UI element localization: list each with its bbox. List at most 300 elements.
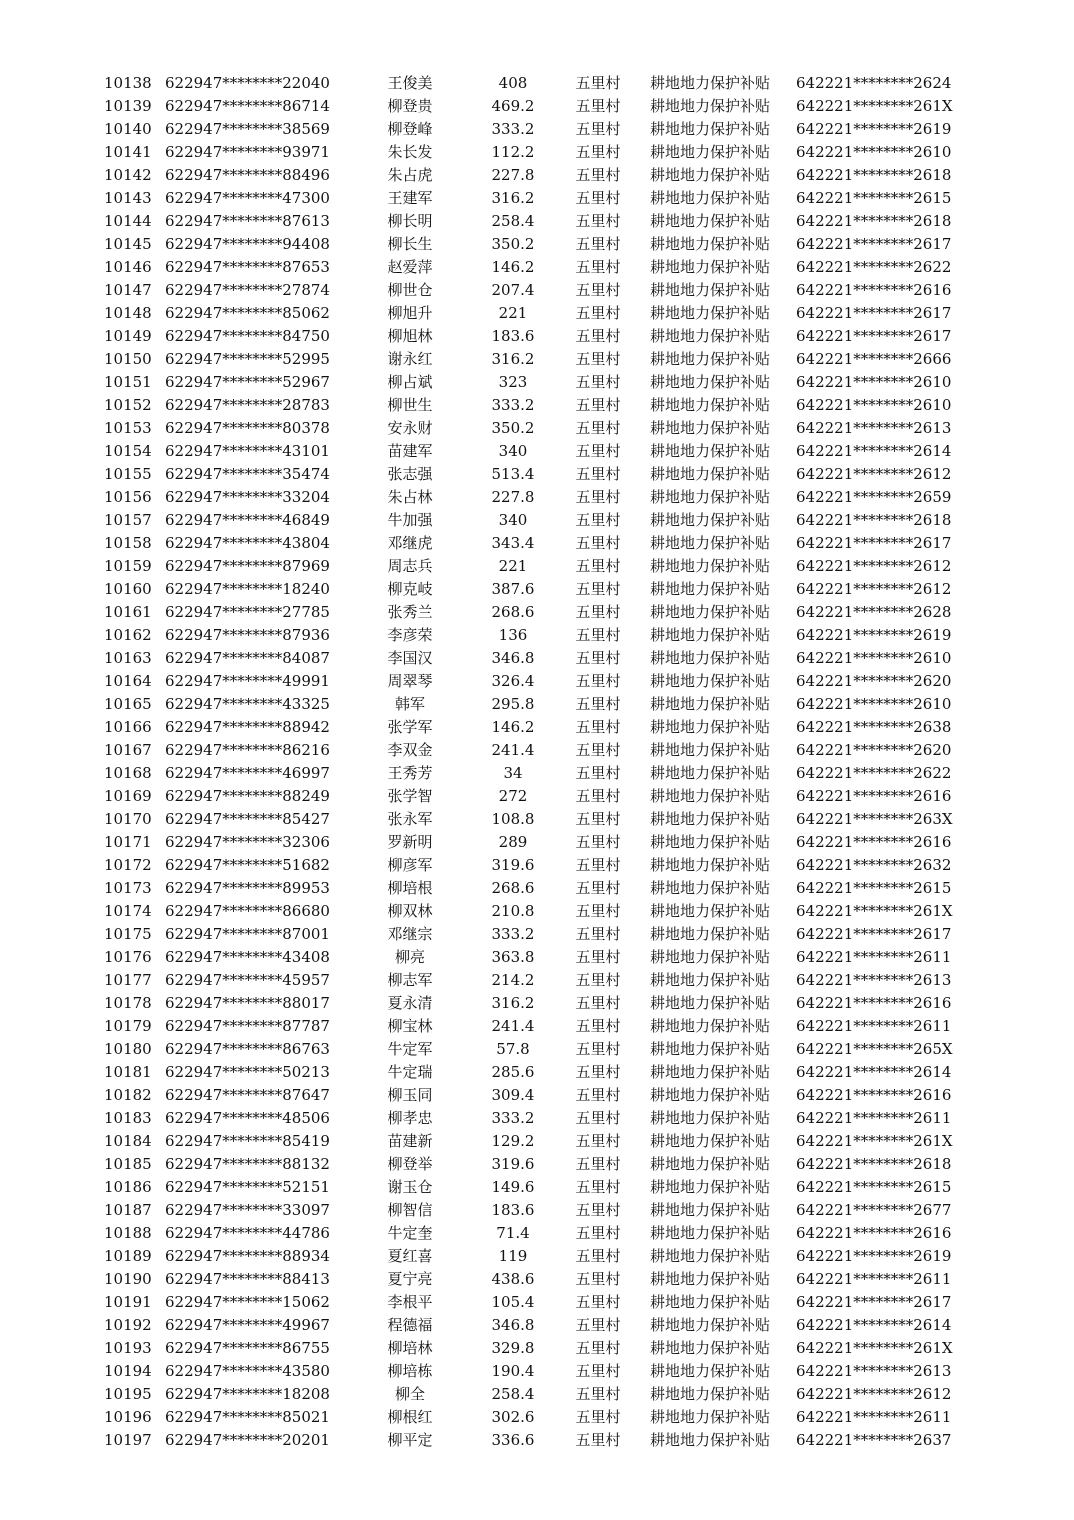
id-card-number: 642221********2666 — [796, 350, 952, 368]
row-number: 10170 — [104, 810, 152, 828]
subsidy-amount: 258.4 — [491, 212, 535, 230]
subsidy-table — [0, 72, 1074, 1452]
subsidy-type: 耕地地力保护补贴 — [649, 166, 770, 184]
id-card-number: 642221********2632 — [796, 856, 952, 874]
row-number: 10162 — [104, 626, 152, 644]
id-card-number: 642221********2611 — [796, 948, 952, 966]
bank-card-number: 622947********86680 — [165, 902, 330, 920]
subsidy-amount: 316.2 — [491, 350, 535, 368]
recipient-name: 周翠琴 — [387, 672, 433, 690]
table-row — [0, 946, 1074, 969]
subsidy-amount: 333.2 — [491, 120, 535, 138]
id-card-number: 642221********265X — [796, 1040, 953, 1058]
subsidy-type: 耕地地力保护补贴 — [649, 1063, 770, 1081]
id-card-number: 642221********2615 — [796, 1178, 952, 1196]
bank-card-number: 622947********87613 — [165, 212, 330, 230]
village-name: 五里村 — [575, 1224, 621, 1242]
village-name: 五里村 — [575, 1339, 621, 1357]
village-name: 五里村 — [575, 580, 621, 598]
recipient-name: 朱占林 — [387, 488, 433, 506]
id-card-number: 642221********2615 — [796, 189, 952, 207]
row-number: 10163 — [104, 649, 152, 667]
subsidy-amount: 346.8 — [491, 1316, 535, 1334]
bank-card-number: 622947********38569 — [165, 120, 330, 138]
id-card-number: 642221********2616 — [796, 833, 952, 851]
bank-card-number: 622947********52967 — [165, 373, 330, 391]
village-name: 五里村 — [575, 764, 621, 782]
bank-card-number: 622947********35474 — [165, 465, 330, 483]
bank-card-number: 622947********84087 — [165, 649, 330, 667]
row-number: 10177 — [104, 971, 152, 989]
subsidy-amount: 149.6 — [491, 1178, 535, 1196]
subsidy-amount: 227.8 — [491, 166, 535, 184]
subsidy-type: 耕地地力保护补贴 — [649, 879, 770, 897]
row-number: 10175 — [104, 925, 152, 943]
table-row — [0, 992, 1074, 1015]
bank-card-number: 622947********86216 — [165, 741, 330, 759]
subsidy-type: 耕地地力保护补贴 — [649, 1385, 770, 1403]
row-number: 10158 — [104, 534, 152, 552]
subsidy-amount: 469.2 — [491, 97, 535, 115]
table-row — [0, 578, 1074, 601]
subsidy-amount: 350.2 — [491, 419, 535, 437]
recipient-name: 王秀芳 — [387, 764, 433, 782]
subsidy-amount: 221 — [498, 304, 528, 322]
bank-card-number: 622947********49967 — [165, 1316, 330, 1334]
table-row — [0, 141, 1074, 164]
bank-card-number: 622947********86714 — [165, 97, 330, 115]
recipient-name: 柳长生 — [387, 235, 433, 253]
bank-card-number: 622947********88017 — [165, 994, 330, 1012]
subsidy-type: 耕地地力保护补贴 — [649, 833, 770, 851]
village-name: 五里村 — [575, 281, 621, 299]
bank-card-number: 622947********43325 — [165, 695, 330, 713]
table-row — [0, 923, 1074, 946]
subsidy-amount: 268.6 — [491, 879, 535, 897]
row-number: 10173 — [104, 879, 152, 897]
recipient-name: 朱占虎 — [387, 166, 433, 184]
recipient-name: 柳登贵 — [387, 97, 433, 115]
row-number: 10152 — [104, 396, 152, 414]
subsidy-amount: 333.2 — [491, 925, 535, 943]
row-number: 10184 — [104, 1132, 152, 1150]
bank-card-number: 622947********88934 — [165, 1247, 330, 1265]
bank-card-number: 622947********88132 — [165, 1155, 330, 1173]
row-number: 10138 — [104, 74, 152, 92]
bank-card-number: 622947********87969 — [165, 557, 330, 575]
recipient-name: 夏永清 — [387, 994, 433, 1012]
subsidy-type: 耕地地力保护补贴 — [649, 1362, 770, 1380]
village-name: 五里村 — [575, 1316, 621, 1334]
table-row — [0, 693, 1074, 716]
recipient-name: 张志强 — [387, 465, 433, 483]
subsidy-amount: 326.4 — [491, 672, 535, 690]
subsidy-amount: 438.6 — [491, 1270, 535, 1288]
bank-card-number: 622947********22040 — [165, 74, 330, 92]
subsidy-type: 耕地地力保护补贴 — [649, 856, 770, 874]
row-number: 10178 — [104, 994, 152, 1012]
village-name: 五里村 — [575, 1408, 621, 1426]
subsidy-amount: 146.2 — [491, 718, 535, 736]
subsidy-type: 耕地地力保护补贴 — [649, 787, 770, 805]
bank-card-number: 622947********18240 — [165, 580, 330, 598]
id-card-number: 642221********2617 — [796, 925, 952, 943]
subsidy-amount: 268.6 — [491, 603, 535, 621]
row-number: 10168 — [104, 764, 152, 782]
row-number: 10151 — [104, 373, 152, 391]
recipient-name: 柳孝忠 — [387, 1109, 433, 1127]
bank-card-number: 622947********27785 — [165, 603, 330, 621]
village-name: 五里村 — [575, 212, 621, 230]
table-row — [0, 233, 1074, 256]
bank-card-number: 622947********93971 — [165, 143, 330, 161]
row-number: 10145 — [104, 235, 152, 253]
village-name: 五里村 — [575, 1178, 621, 1196]
recipient-name: 牛定瑞 — [387, 1063, 433, 1081]
table-row — [0, 210, 1074, 233]
row-number: 10147 — [104, 281, 152, 299]
recipient-name: 李双金 — [387, 741, 433, 759]
table-row — [0, 1383, 1074, 1406]
row-number: 10161 — [104, 603, 152, 621]
village-name: 五里村 — [575, 1017, 621, 1035]
bank-card-number: 622947********88942 — [165, 718, 330, 736]
subsidy-type: 耕地地力保护补贴 — [649, 1316, 770, 1334]
subsidy-type: 耕地地力保护补贴 — [649, 97, 770, 115]
subsidy-type: 耕地地力保护补贴 — [649, 120, 770, 138]
table-row — [0, 670, 1074, 693]
subsidy-type: 耕地地力保护补贴 — [649, 1178, 770, 1196]
table-row — [0, 1268, 1074, 1291]
table-row — [0, 509, 1074, 532]
subsidy-amount: 302.6 — [491, 1408, 535, 1426]
recipient-name: 柳智信 — [387, 1201, 433, 1219]
village-name: 五里村 — [575, 971, 621, 989]
subsidy-type: 耕地地力保护补贴 — [649, 1132, 770, 1150]
village-name: 五里村 — [575, 304, 621, 322]
village-name: 五里村 — [575, 672, 621, 690]
bank-card-number: 622947********87647 — [165, 1086, 330, 1104]
table-row — [0, 1199, 1074, 1222]
recipient-name: 谢玉仓 — [387, 1178, 433, 1196]
id-card-number: 642221********2616 — [796, 1224, 952, 1242]
subsidy-amount: 343.4 — [491, 534, 535, 552]
subsidy-amount: 309.4 — [491, 1086, 535, 1104]
bank-card-number: 622947********85427 — [165, 810, 330, 828]
village-name: 五里村 — [575, 948, 621, 966]
row-number: 10191 — [104, 1293, 152, 1311]
subsidy-amount: 333.2 — [491, 396, 535, 414]
row-number: 10183 — [104, 1109, 152, 1127]
subsidy-amount: 129.2 — [491, 1132, 535, 1150]
subsidy-amount: 329.8 — [491, 1339, 535, 1357]
village-name: 五里村 — [575, 695, 621, 713]
recipient-name: 柳世生 — [387, 396, 433, 414]
id-card-number: 642221********2611 — [796, 1408, 952, 1426]
table-row — [0, 279, 1074, 302]
bank-card-number: 622947********44786 — [165, 1224, 330, 1242]
village-name: 五里村 — [575, 97, 621, 115]
village-name: 五里村 — [575, 189, 621, 207]
recipient-name: 柳世仓 — [387, 281, 433, 299]
village-name: 五里村 — [575, 74, 621, 92]
recipient-name: 柳占斌 — [387, 373, 433, 391]
recipient-name: 牛定奎 — [387, 1224, 433, 1242]
table-row — [0, 1245, 1074, 1268]
subsidy-type: 耕地地力保护补贴 — [649, 1017, 770, 1035]
table-row — [0, 647, 1074, 670]
subsidy-type: 耕地地力保护补贴 — [649, 557, 770, 575]
village-name: 五里村 — [575, 1270, 621, 1288]
subsidy-amount: 272 — [498, 787, 528, 805]
id-card-number: 642221********2617 — [796, 235, 952, 253]
subsidy-amount: 289 — [498, 833, 528, 851]
table-row — [0, 1360, 1074, 1383]
table-row — [0, 555, 1074, 578]
row-number: 10164 — [104, 672, 152, 690]
table-row — [0, 532, 1074, 555]
id-card-number: 642221********2610 — [796, 649, 952, 667]
subsidy-amount: 319.6 — [491, 1155, 535, 1173]
table-row — [0, 1429, 1074, 1452]
id-card-number: 642221********2611 — [796, 1109, 952, 1127]
table-row — [0, 348, 1074, 371]
village-name: 五里村 — [575, 557, 621, 575]
subsidy-amount: 71.4 — [496, 1224, 530, 1242]
bank-card-number: 622947********47300 — [165, 189, 330, 207]
id-card-number: 642221********2617 — [796, 534, 952, 552]
subsidy-amount: 183.6 — [491, 1201, 535, 1219]
bank-card-number: 622947********80378 — [165, 419, 330, 437]
id-card-number: 642221********2617 — [796, 327, 952, 345]
id-card-number: 642221********2616 — [796, 994, 952, 1012]
subsidy-type: 耕地地力保护补贴 — [649, 1293, 770, 1311]
bank-card-number: 622947********48506 — [165, 1109, 330, 1127]
table-row — [0, 1176, 1074, 1199]
recipient-name: 柳彦军 — [387, 856, 433, 874]
row-number: 10187 — [104, 1201, 152, 1219]
row-number: 10181 — [104, 1063, 152, 1081]
recipient-name: 韩军 — [394, 695, 425, 713]
table-row — [0, 900, 1074, 923]
village-name: 五里村 — [575, 1132, 621, 1150]
id-card-number: 642221********2622 — [796, 258, 952, 276]
subsidy-type: 耕地地力保护补贴 — [649, 948, 770, 966]
recipient-name: 张秀兰 — [387, 603, 433, 621]
village-name: 五里村 — [575, 925, 621, 943]
subsidy-type: 耕地地力保护补贴 — [649, 373, 770, 391]
bank-card-number: 622947********85062 — [165, 304, 330, 322]
id-card-number: 642221********2614 — [796, 1316, 952, 1334]
subsidy-type: 耕地地力保护补贴 — [649, 212, 770, 230]
table-row — [0, 1130, 1074, 1153]
bank-card-number: 622947********52151 — [165, 1178, 330, 1196]
subsidy-type: 耕地地力保护补贴 — [649, 1155, 770, 1173]
village-name: 五里村 — [575, 626, 621, 644]
row-number: 10146 — [104, 258, 152, 276]
recipient-name: 夏宁亮 — [387, 1270, 433, 1288]
village-name: 五里村 — [575, 488, 621, 506]
village-name: 五里村 — [575, 235, 621, 253]
id-card-number: 642221********2624 — [796, 74, 952, 92]
village-name: 五里村 — [575, 1063, 621, 1081]
id-card-number: 642221********2614 — [796, 442, 952, 460]
id-card-number: 642221********2612 — [796, 580, 952, 598]
subsidy-type: 耕地地力保护补贴 — [649, 258, 770, 276]
id-card-number: 642221********2614 — [796, 1063, 952, 1081]
bank-card-number: 622947********88413 — [165, 1270, 330, 1288]
subsidy-type: 耕地地力保护补贴 — [649, 718, 770, 736]
subsidy-type: 耕地地力保护补贴 — [649, 465, 770, 483]
table-row — [0, 854, 1074, 877]
table-row — [0, 1038, 1074, 1061]
subsidy-type: 耕地地力保护补贴 — [649, 971, 770, 989]
table-row — [0, 1406, 1074, 1429]
subsidy-type: 耕地地力保护补贴 — [649, 534, 770, 552]
subsidy-amount: 323 — [498, 373, 528, 391]
village-name: 五里村 — [575, 856, 621, 874]
village-name: 五里村 — [575, 1086, 621, 1104]
row-number: 10140 — [104, 120, 152, 138]
subsidy-type: 耕地地力保护补贴 — [649, 810, 770, 828]
row-number: 10188 — [104, 1224, 152, 1242]
bank-card-number: 622947********52995 — [165, 350, 330, 368]
id-card-number: 642221********2618 — [796, 166, 952, 184]
id-card-number: 642221********2618 — [796, 212, 952, 230]
table-row — [0, 1314, 1074, 1337]
table-row — [0, 831, 1074, 854]
village-name: 五里村 — [575, 120, 621, 138]
id-card-number: 642221********2677 — [796, 1201, 952, 1219]
village-name: 五里村 — [575, 879, 621, 897]
row-number: 10143 — [104, 189, 152, 207]
bank-card-number: 622947********45957 — [165, 971, 330, 989]
subsidy-type: 耕地地力保护补贴 — [649, 74, 770, 92]
row-number: 10174 — [104, 902, 152, 920]
id-card-number: 642221********2610 — [796, 396, 952, 414]
subsidy-amount: 285.6 — [491, 1063, 535, 1081]
table-row — [0, 808, 1074, 831]
subsidy-amount: 34 — [503, 764, 523, 782]
row-number: 10171 — [104, 833, 152, 851]
recipient-name: 柳玉同 — [387, 1086, 433, 1104]
table-row — [0, 739, 1074, 762]
row-number: 10196 — [104, 1408, 152, 1426]
subsidy-type: 耕地地力保护补贴 — [649, 1201, 770, 1219]
village-name: 五里村 — [575, 1385, 621, 1403]
recipient-name: 柳长明 — [387, 212, 433, 230]
subsidy-amount: 146.2 — [491, 258, 535, 276]
id-card-number: 642221********2619 — [796, 120, 952, 138]
id-card-number: 642221********2610 — [796, 143, 952, 161]
recipient-name: 牛加强 — [387, 511, 433, 529]
bank-card-number: 622947********15062 — [165, 1293, 330, 1311]
village-name: 五里村 — [575, 718, 621, 736]
row-number: 10193 — [104, 1339, 152, 1357]
recipient-name: 柳旭升 — [387, 304, 433, 322]
bank-card-number: 622947********89953 — [165, 879, 330, 897]
bank-card-number: 622947********88496 — [165, 166, 330, 184]
subsidy-amount: 119 — [498, 1247, 528, 1265]
recipient-name: 柳宝林 — [387, 1017, 433, 1035]
recipient-name: 朱长发 — [387, 143, 433, 161]
subsidy-amount: 336.6 — [491, 1431, 535, 1449]
subsidy-amount: 316.2 — [491, 189, 535, 207]
subsidy-amount: 210.8 — [491, 902, 535, 920]
table-row — [0, 118, 1074, 141]
subsidy-type: 耕地地力保护补贴 — [649, 1040, 770, 1058]
row-number: 10144 — [104, 212, 152, 230]
row-number: 10185 — [104, 1155, 152, 1173]
subsidy-amount: 346.8 — [491, 649, 535, 667]
row-number: 10160 — [104, 580, 152, 598]
id-card-number: 642221********2615 — [796, 879, 952, 897]
village-name: 五里村 — [575, 1155, 621, 1173]
subsidy-amount: 408 — [498, 74, 528, 92]
bank-card-number: 622947********46849 — [165, 511, 330, 529]
recipient-name: 柳登举 — [387, 1155, 433, 1173]
subsidy-type: 耕地地力保护补贴 — [649, 1339, 770, 1357]
table-row — [0, 1015, 1074, 1038]
bank-card-number: 622947********85419 — [165, 1132, 330, 1150]
recipient-name: 夏红喜 — [387, 1247, 433, 1265]
subsidy-type: 耕地地力保护补贴 — [649, 419, 770, 437]
recipient-name: 柳旭林 — [387, 327, 433, 345]
id-card-number: 642221********2619 — [796, 1247, 952, 1265]
recipient-name: 李国汉 — [387, 649, 433, 667]
recipient-name: 赵爱萍 — [387, 258, 433, 276]
row-number: 10149 — [104, 327, 152, 345]
subsidy-type: 耕地地力保护补贴 — [649, 649, 770, 667]
recipient-name: 苗建军 — [387, 442, 433, 460]
subsidy-type: 耕地地力保护补贴 — [649, 1086, 770, 1104]
subsidy-amount: 258.4 — [491, 1385, 535, 1403]
table-row — [0, 187, 1074, 210]
recipient-name: 柳志军 — [387, 971, 433, 989]
village-name: 五里村 — [575, 1362, 621, 1380]
bank-card-number: 622947********49991 — [165, 672, 330, 690]
subsidy-type: 耕地地力保护补贴 — [649, 1408, 770, 1426]
recipient-name: 柳登峰 — [387, 120, 433, 138]
row-number: 10155 — [104, 465, 152, 483]
row-number: 10157 — [104, 511, 152, 529]
subsidy-amount: 190.4 — [491, 1362, 535, 1380]
id-card-number: 642221********2616 — [796, 281, 952, 299]
village-name: 五里村 — [575, 1247, 621, 1265]
id-card-number: 642221********2610 — [796, 695, 952, 713]
id-card-number: 642221********2659 — [796, 488, 952, 506]
table-row — [0, 1084, 1074, 1107]
subsidy-amount: 333.2 — [491, 1109, 535, 1127]
subsidy-amount: 319.6 — [491, 856, 535, 874]
bank-card-number: 622947********94408 — [165, 235, 330, 253]
row-number: 10141 — [104, 143, 152, 161]
village-name: 五里村 — [575, 442, 621, 460]
id-card-number: 642221********2616 — [796, 1086, 952, 1104]
recipient-name: 王俊美 — [387, 74, 433, 92]
subsidy-amount: 227.8 — [491, 488, 535, 506]
recipient-name: 安永财 — [387, 419, 433, 437]
village-name: 五里村 — [575, 649, 621, 667]
recipient-name: 牛定军 — [387, 1040, 433, 1058]
id-card-number: 642221********2617 — [796, 1293, 952, 1311]
village-name: 五里村 — [575, 166, 621, 184]
recipient-name: 李根平 — [387, 1293, 433, 1311]
recipient-name: 柳全 — [394, 1385, 425, 1403]
row-number: 10176 — [104, 948, 152, 966]
table-row — [0, 256, 1074, 279]
id-card-number: 642221********261X — [796, 1339, 953, 1357]
